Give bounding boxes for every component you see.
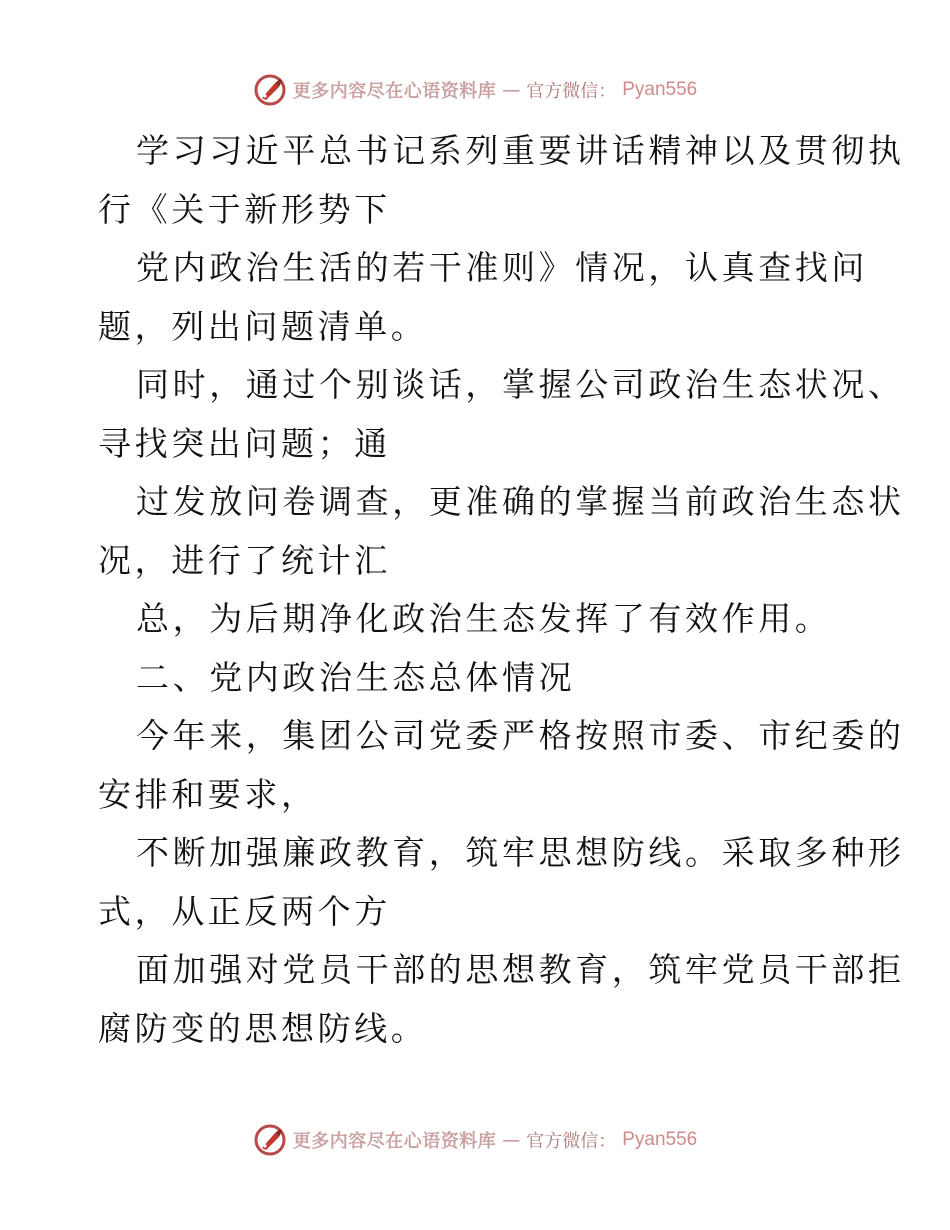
text-line: 今年来，集团公司党委严格按照市委、市纪委的 bbox=[136, 716, 905, 755]
text-line: 寻找突出问题；通 bbox=[98, 423, 391, 463]
text-line: 式，从正反两个方 bbox=[98, 891, 391, 931]
wechat-label: 官方微信： bbox=[526, 81, 617, 102]
text-line: 况，进行了统计汇 bbox=[98, 540, 391, 580]
text-line: 过发放问卷调查，更准确的掌握当前政治生态状 bbox=[136, 482, 905, 521]
banner-separator: — bbox=[502, 1129, 521, 1151]
text-line: 腐防变的思想防线。 bbox=[98, 1008, 428, 1048]
text-line: 同时，通过个别谈话，掌握公司政治生态状况、 bbox=[136, 365, 905, 404]
text-line: 党内政治生活的若干准则》情况，认真查找问 bbox=[136, 248, 868, 287]
text-line: 总，为后期净化政治生态发挥了有效作用。 bbox=[136, 599, 832, 638]
banner-separator: — bbox=[502, 79, 521, 101]
wechat-handle: Pyan556 bbox=[622, 1129, 698, 1150]
footer-watermark-banner bbox=[0, 1120, 950, 1160]
text-line: 不断加强廉政教育，筑牢思想防线。采取多种形 bbox=[136, 833, 905, 872]
wechat-label: 官方微信： bbox=[526, 1131, 617, 1152]
site-name: 更多内容尽在心语资料库 bbox=[292, 81, 497, 102]
text-line: 题，列出问题清单。 bbox=[98, 306, 428, 346]
text-line: 学习习近平总书记系列重要讲话精神以及贯彻执 bbox=[136, 131, 905, 170]
header-watermark-banner bbox=[0, 70, 950, 110]
site-name: 更多内容尽在心语资料库 bbox=[292, 1131, 497, 1152]
section-heading: 二、党内政治生态总体情况 bbox=[136, 657, 576, 697]
pen-nib-logo-icon bbox=[253, 73, 287, 107]
text-line: 行《关于新形势下 bbox=[98, 189, 391, 229]
document-body bbox=[98, 122, 905, 1058]
text-line: 面加强对党员干部的思想教育，筑牢党员干部拒 bbox=[136, 950, 905, 989]
pen-nib-logo-icon bbox=[253, 1123, 287, 1157]
text-line: 安排和要求， bbox=[98, 774, 318, 814]
wechat-handle: Pyan556 bbox=[622, 79, 698, 100]
